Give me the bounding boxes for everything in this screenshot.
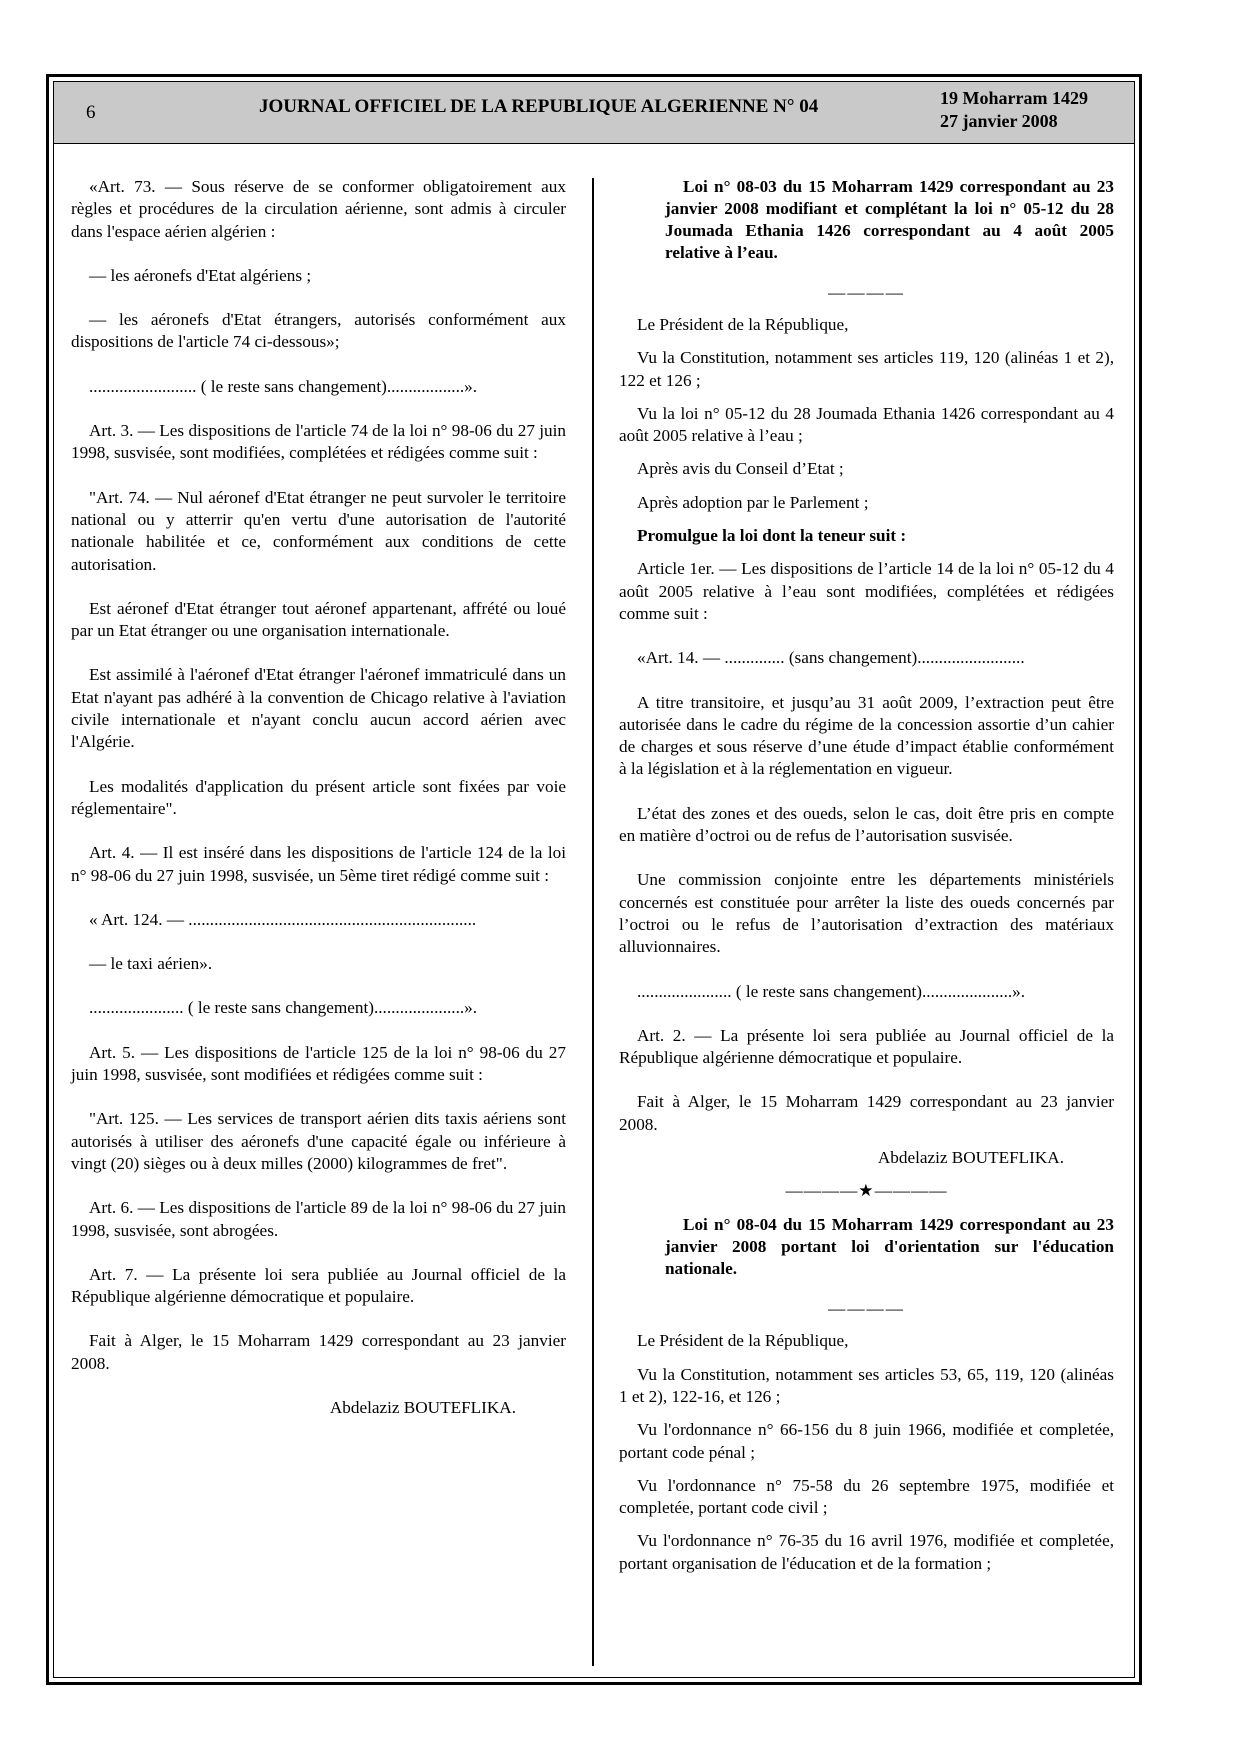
paragraph: Fait à Alger, le 15 Moharram 1429 correspondant au 23 janvier 2008.: [71, 1331, 566, 1373]
paragraph: ...................... ( le reste sans changement).....................».: [89, 998, 478, 1018]
law-title: Loi n° 08-04 du 15 Moharram 1429 correspondant au 23 janvier 2008 portant loi d'orientation sur l'éducation nationale.: [665, 1215, 1114, 1279]
right-column: [619, 176, 1114, 1575]
star-separator: ————★————: [785, 1181, 948, 1201]
paragraph: « Art. 124. — ...................................................................: [89, 909, 477, 929]
paragraph: A titre transitoire, et jusqu’au 31 août 2009, l’extraction peut être autorisée dans le cadre du régime de la concession assortie d’un cahier de charges et sous réserve d’une étude d’impact établie conformément à la législation et à la réglementation en vigueur.: [619, 692, 1114, 779]
date-hijri: 19 Moharram 1429: [940, 88, 1088, 108]
paragraph: Art. 7. — La présente loi sera publiée au Journal officiel de la République algérienne démocratique et populaire.: [71, 1264, 566, 1307]
paragraph: — les aéronefs d'Etat étrangers, autorisés conformément aux dispositions de l'article 74 ci-dessous»;: [71, 310, 566, 352]
paragraph: Est assimilé à l'aéronef d'Etat étranger l'aéronef immatriculé dans un Etat n'ayant pas adhéré à la convention de Chicago relative à l'aviation civile internationale et n'ayant conclu aucun accord aérien avec l'Algérie.: [71, 665, 566, 752]
paragraph: Le Président de la République,: [637, 1331, 849, 1351]
paragraph: Vu l'ordonnance n° 75-58 du 26 septembre 1975, modifiée et completée, portant code civil ;: [619, 1475, 1114, 1518]
separator: ————: [828, 283, 905, 302]
separator: ————: [828, 1299, 905, 1319]
paragraph: Après avis du Conseil d’Etat ;: [637, 459, 844, 479]
paragraph: — les aéronefs d'Etat algériens ;: [89, 265, 312, 285]
journal-header: [54, 82, 1134, 144]
paragraph: Vu la loi n° 05-12 du 28 Joumada Ethania 1426 correspondant au 4 août 2005 relative à l’eau ;: [619, 403, 1114, 446]
paragraph: Art. 6. — Les dispositions de l'article 89 de la loi n° 98-06 du 27 juin 1998, susvisée, sont abrogées.: [71, 1198, 566, 1240]
date-gregorian: 27 janvier 2008: [940, 111, 1058, 131]
paragraph: — le taxi aérien».: [89, 954, 213, 974]
signature: Abdelaziz BOUTEFLIKA.: [329, 1397, 516, 1417]
signature: Abdelaziz BOUTEFLIKA.: [877, 1148, 1064, 1168]
paragraph: Est aéronef d'Etat étranger tout aéronef appartenant, affrété ou loué par un Etat étranger ou une organisation internationale.: [71, 598, 566, 641]
paragraph: Vu la Constitution, notamment ses articles 119, 120 (alinéas 1 et 2), 122 et 126 ;: [619, 348, 1114, 390]
paragraph: Fait à Alger, le 15 Moharram 1429 correspondant au 23 janvier 2008.: [619, 1092, 1114, 1134]
paragraph: ...................... ( le reste sans changement).....................».: [637, 981, 1026, 1001]
law-title: Loi n° 08-03 du 15 Moharram 1429 correspondant au 23 janvier 2008 modifiant et complétant la loi n° 05-12 du 28 Joumada Ethania 1426 correspondant au 4 août 2005 relative à l’eau.: [665, 177, 1114, 262]
issue-date: [940, 87, 1088, 133]
paragraph: Vu la Constitution, notamment ses articles 53, 65, 119, 120 (alinéas 1 et 2), 122-16, et 126 ;: [619, 1364, 1114, 1406]
paragraph: Art. 4. — Il est inséré dans les dispositions de l'article 124 de la loi n° 98-06 du 27 juin 1998, susvisée, un 5ème tiret rédigé comme suit :: [71, 843, 566, 885]
journal-title: JOURNAL OFFICIEL DE LA REPUBLIQUE ALGERIENNE N° 04: [259, 96, 819, 117]
paragraph: "Art. 125. — Les services de transport aérien dits taxis aériens sont autorisés à utiliser des aéronefs d'une capacité égale ou inférieure à vingt (20) sièges ou à deux milles (2000) kilogrammes de fret".: [71, 1109, 566, 1173]
paragraph: Les modalités d'application du présent article sont fixées par voie réglementaire".: [71, 776, 566, 818]
paragraph: «Art. 14. — .............. (sans changement).........................: [637, 648, 1025, 668]
column-divider: [592, 178, 594, 1666]
paragraph: Vu l'ordonnance n° 66-156 du 8 juin 1966, modifiée et completée, portant code pénal ;: [619, 1420, 1114, 1462]
paragraph: Article 1er. — Les dispositions de l’article 14 de la loi n° 05-12 du 4 août 2005 relative à l’eau sont modifiées, complétées et rédigées comme suit :: [619, 559, 1114, 623]
paragraph: Vu l'ordonnance n° 76-35 du 16 avril 1976, modifiée et completée, portant organisation de l'éducation et de la formation ;: [619, 1531, 1114, 1573]
paragraph: "Art. 74. — Nul aéronef d'Etat étranger ne peut survoler le territoire national ou y atterrir qu'en vertu d'une autorisation de l'autorité nationale habilitée et ce, conformément aux conditions de cette autorisation.: [71, 487, 566, 574]
left-column: [71, 176, 566, 1419]
paragraph: Une commission conjointe entre les départements ministériels concernés est constituée pour arrêter la liste des oueds concernés par l’octroi ou le refus de l’autorisation d’extraction des matériaux alluvionnaires.: [619, 870, 1114, 957]
paragraph: Art. 5. — Les dispositions de l'article 125 de la loi n° 98-06 du 27 juin 1998, susvisée, sont modifiées et rédigées comme suit :: [71, 1042, 566, 1085]
paragraph: Art. 3. — Les dispositions de l'article 74 de la loi n° 98-06 du 27 juin 1998, susvisée, sont modifiées, complétées et rédigées comme suit :: [71, 421, 566, 463]
paragraph: L’état des zones et des oueds, selon le cas, doit être pris en compte en matière d’octroi ou de refus de l’autorisation susvisée.: [619, 803, 1114, 846]
paragraph: «Art. 73. — Sous réserve de se conformer obligatoirement aux règles et procédures de la circulation aérienne, sont admis à circuler dans l'espace aérien algérien :: [71, 177, 566, 241]
paragraph: Art. 2. — La présente loi sera publiée au Journal officiel de la République algérienne démocratique et populaire.: [619, 1025, 1114, 1068]
page-number: 6: [86, 102, 96, 123]
paragraph: Le Président de la République,: [637, 315, 849, 334]
paragraph: Après adoption par le Parlement ;: [637, 492, 869, 512]
paragraph: ......................... ( le reste sans changement)..................».: [89, 376, 478, 396]
promulgation-line: Promulgue la loi dont la teneur suit :: [637, 526, 907, 546]
